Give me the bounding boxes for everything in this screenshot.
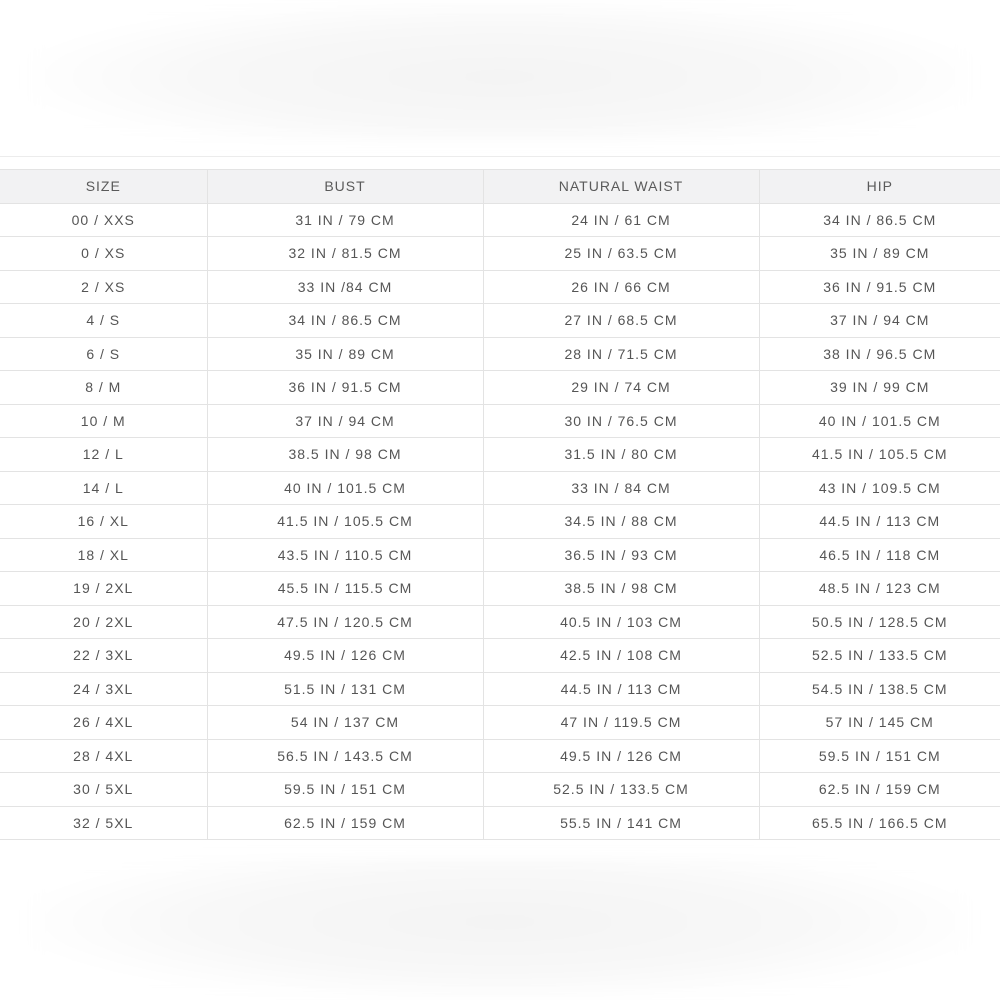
size-cell: 4 / S [0,304,207,338]
hip-cell: 59.5 IN / 151 CM [759,739,1000,773]
table-row [0,337,1000,371]
table-row [0,438,1000,472]
bust-cell: 41.5 IN / 105.5 CM [207,505,483,539]
natural-waist-cell: 26 IN / 66 CM [483,270,759,304]
table-row [0,471,1000,505]
table-row [0,270,1000,304]
hip-cell: 37 IN / 94 CM [759,304,1000,338]
table-row [0,203,1000,237]
natural-waist-cell: 33 IN / 84 CM [483,471,759,505]
hip-cell: 46.5 IN / 118 CM [759,538,1000,572]
size-cell: 18 / XL [0,538,207,572]
table-row [0,639,1000,673]
natural-waist-cell: 31.5 IN / 80 CM [483,438,759,472]
natural-waist-cell: 28 IN / 71.5 CM [483,337,759,371]
size-cell: 20 / 2XL [0,605,207,639]
bust-cell: 40 IN / 101.5 CM [207,471,483,505]
size-cell: 10 / M [0,404,207,438]
bust-cell: 38.5 IN / 98 CM [207,438,483,472]
natural-waist-cell: 27 IN / 68.5 CM [483,304,759,338]
table-header [0,170,1000,204]
bust-cell: 37 IN / 94 CM [207,404,483,438]
size-cell: 24 / 3XL [0,672,207,706]
table-row [0,505,1000,539]
hip-cell: 48.5 IN / 123 CM [759,572,1000,606]
size-cell: 19 / 2XL [0,572,207,606]
natural-waist-cell: 52.5 IN / 133.5 CM [483,773,759,807]
top-blur-band [30,0,970,140]
natural-waist-cell: 42.5 IN / 108 CM [483,639,759,673]
size-cell: 16 / XL [0,505,207,539]
table-body [0,203,1000,840]
bust-cell: 49.5 IN / 126 CM [207,639,483,673]
size-cell: 12 / L [0,438,207,472]
bust-cell: 34 IN / 86.5 CM [207,304,483,338]
natural-waist-cell: 38.5 IN / 98 CM [483,572,759,606]
table-row [0,706,1000,740]
size-cell: 26 / 4XL [0,706,207,740]
natural-waist-cell: 25 IN / 63.5 CM [483,237,759,271]
bottom-blur-band [30,858,970,1000]
natural-waist-cell: 34.5 IN / 88 CM [483,505,759,539]
bust-cell: 35 IN / 89 CM [207,337,483,371]
hip-cell: 57 IN / 145 CM [759,706,1000,740]
hip-cell: 39 IN / 99 CM [759,371,1000,405]
hip-cell: 38 IN / 96.5 CM [759,337,1000,371]
size-cell: 00 / XXS [0,203,207,237]
natural-waist-cell: 30 IN / 76.5 CM [483,404,759,438]
natural-waist-cell: 47 IN / 119.5 CM [483,706,759,740]
bust-cell: 47.5 IN / 120.5 CM [207,605,483,639]
header-natural-waist: NATURAL WAIST [483,170,759,204]
size-cell: 6 / S [0,337,207,371]
hip-cell: 34 IN / 86.5 CM [759,203,1000,237]
header-hip: HIP [759,170,1000,204]
hip-cell: 54.5 IN / 138.5 CM [759,672,1000,706]
hip-cell: 35 IN / 89 CM [759,237,1000,271]
natural-waist-cell: 40.5 IN / 103 CM [483,605,759,639]
header-row [0,170,1000,204]
bust-cell: 54 IN / 137 CM [207,706,483,740]
table-row [0,371,1000,405]
table-row [0,572,1000,606]
table-row [0,806,1000,840]
hip-cell: 52.5 IN / 133.5 CM [759,639,1000,673]
size-cell: 30 / 5XL [0,773,207,807]
size-cell: 22 / 3XL [0,639,207,673]
divider [0,156,1000,157]
bust-cell: 51.5 IN / 131 CM [207,672,483,706]
hip-cell: 41.5 IN / 105.5 CM [759,438,1000,472]
natural-waist-cell: 49.5 IN / 126 CM [483,739,759,773]
bust-cell: 33 IN /84 CM [207,270,483,304]
bust-cell: 36 IN / 91.5 CM [207,371,483,405]
natural-waist-cell: 36.5 IN / 93 CM [483,538,759,572]
table-row [0,739,1000,773]
bust-cell: 56.5 IN / 143.5 CM [207,739,483,773]
bust-cell: 62.5 IN / 159 CM [207,806,483,840]
natural-waist-cell: 55.5 IN / 141 CM [483,806,759,840]
natural-waist-cell: 44.5 IN / 113 CM [483,672,759,706]
size-cell: 28 / 4XL [0,739,207,773]
hip-cell: 50.5 IN / 128.5 CM [759,605,1000,639]
size-cell: 14 / L [0,471,207,505]
size-cell: 8 / M [0,371,207,405]
size-chart-table [0,169,1000,840]
table-row [0,237,1000,271]
size-cell: 2 / XS [0,270,207,304]
hip-cell: 36 IN / 91.5 CM [759,270,1000,304]
hip-cell: 43 IN / 109.5 CM [759,471,1000,505]
table-row [0,404,1000,438]
size-cell: 0 / XS [0,237,207,271]
table-row [0,605,1000,639]
bust-cell: 59.5 IN / 151 CM [207,773,483,807]
hip-cell: 40 IN / 101.5 CM [759,404,1000,438]
bust-cell: 45.5 IN / 115.5 CM [207,572,483,606]
table-row [0,672,1000,706]
natural-waist-cell: 24 IN / 61 CM [483,203,759,237]
header-size: SIZE [0,170,207,204]
hip-cell: 44.5 IN / 113 CM [759,505,1000,539]
bust-cell: 32 IN / 81.5 CM [207,237,483,271]
hip-cell: 62.5 IN / 159 CM [759,773,1000,807]
table-row [0,773,1000,807]
bust-cell: 43.5 IN / 110.5 CM [207,538,483,572]
table-row [0,304,1000,338]
size-cell: 32 / 5XL [0,806,207,840]
table-row [0,538,1000,572]
bust-cell: 31 IN / 79 CM [207,203,483,237]
hip-cell: 65.5 IN / 166.5 CM [759,806,1000,840]
header-bust: BUST [207,170,483,204]
natural-waist-cell: 29 IN / 74 CM [483,371,759,405]
